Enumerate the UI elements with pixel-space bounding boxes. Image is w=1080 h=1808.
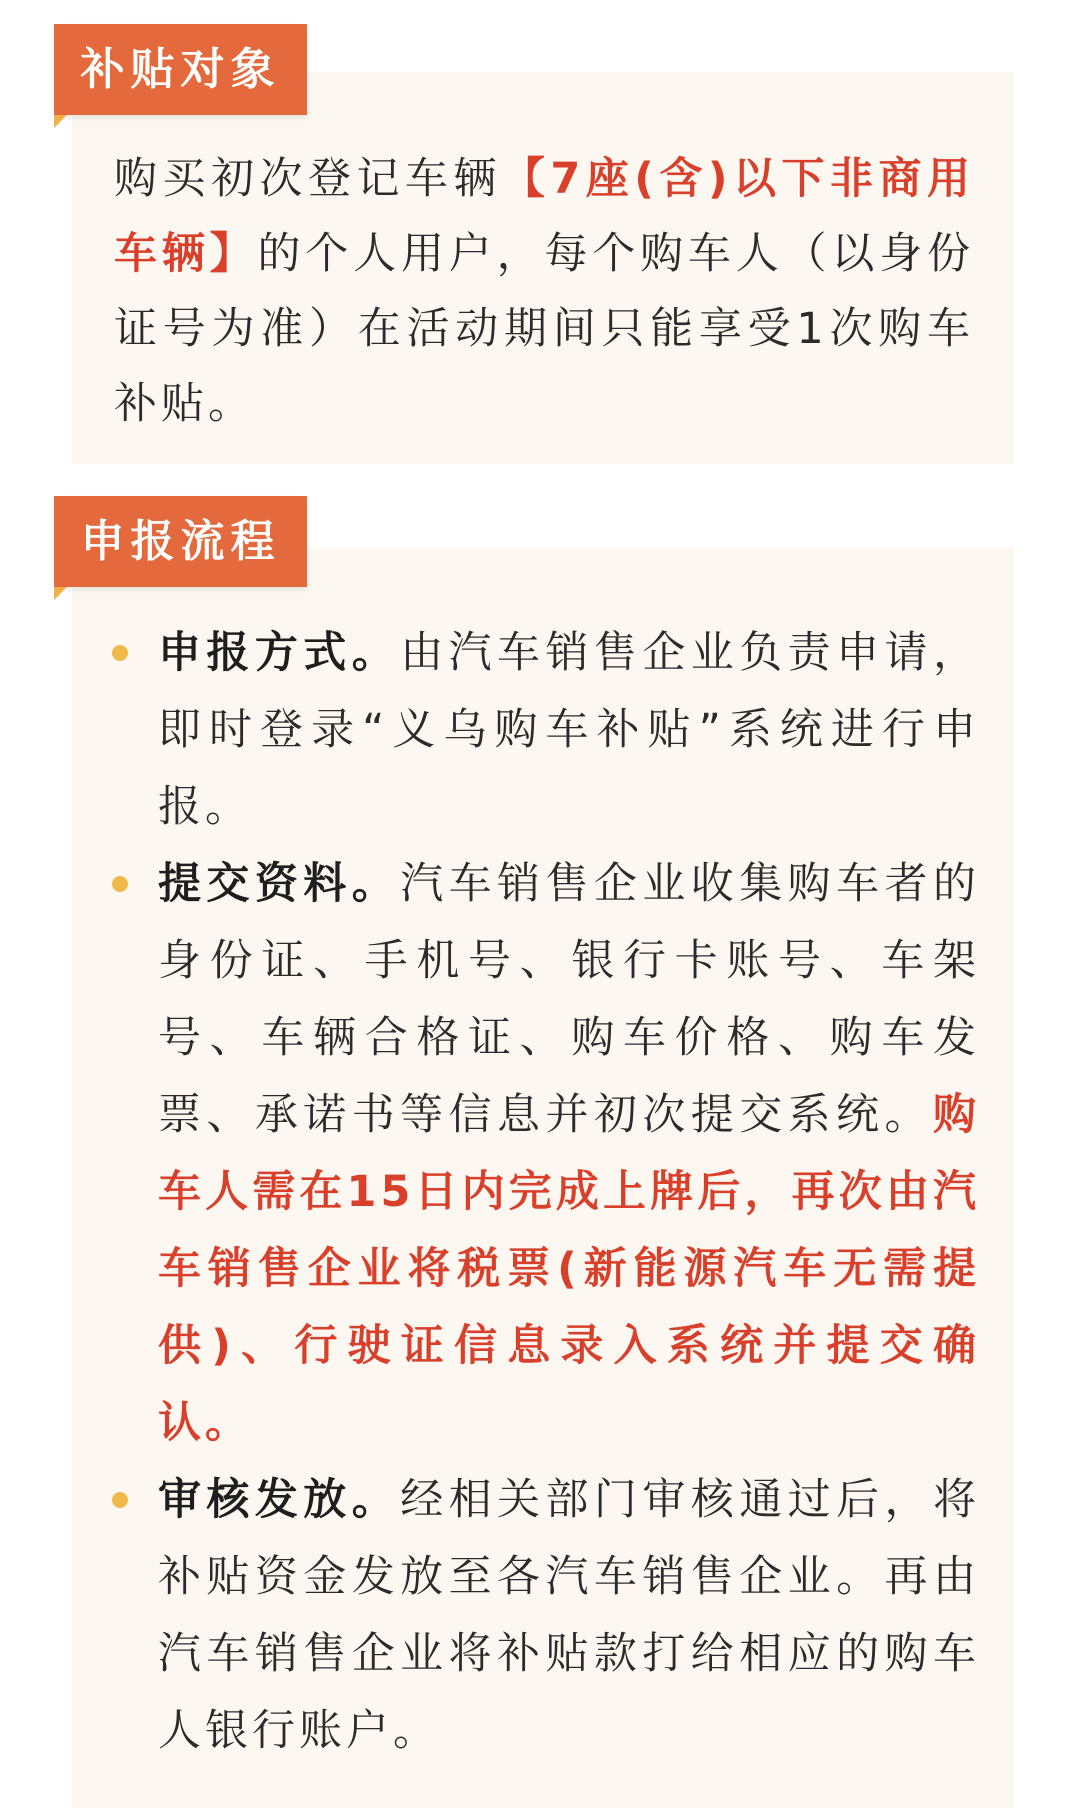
list-item-title: 申报方式。	[158, 628, 401, 678]
list-item-highlight: 购车人需在15日内完成上牌后，再次由汽车销售企业将税票(新能源汽车无需提供)、行驶证信息录入系统并提交确认。	[158, 1090, 980, 1448]
bullet-dot-icon	[112, 645, 128, 661]
list-item-body: 经相关部门审核通过后，将补贴资金发放至各汽车销售企业。再由汽车销售企业将补贴款打给相应的购车人银行账户。	[158, 1475, 980, 1756]
tag-fold-decoration	[54, 115, 67, 128]
subsidy-target-text-suffix: 的个人用户，每个购车人（以身份证号为准）在活动期间只能享受1次购车补贴。	[114, 229, 975, 429]
list-item-application-method	[110, 615, 980, 846]
subsidy-target-paragraph	[114, 142, 974, 442]
section-tag-label: 申报流程	[80, 516, 281, 567]
list-item-submit-materials	[110, 846, 980, 1462]
list-item-body: 由汽车销售企业负责申请，即时登录“义乌购车补贴”系统进行申报。	[158, 628, 980, 832]
section-tag-label: 补贴对象	[80, 44, 281, 95]
list-item-body: 汽车销售企业收集购车者的身份证、手机号、银行卡账号、车架号、车辆合格证、购车价格、购车发票、承诺书等信息并初次提交系统。	[158, 859, 980, 1140]
subsidy-target-text-prefix: 购买初次登记车辆	[114, 154, 502, 204]
tag-fold-decoration	[54, 587, 67, 600]
process-list	[110, 615, 980, 1770]
subsidy-target-highlight: 【7座(含)以下非商用车辆】	[114, 154, 975, 279]
section-tag-subsidy-target	[54, 24, 307, 115]
section-tag-application-process	[54, 496, 307, 587]
list-item-title: 审核发放。	[158, 1475, 401, 1525]
list-item-review-payout	[110, 1462, 980, 1770]
bullet-dot-icon	[112, 1492, 128, 1508]
bullet-dot-icon	[112, 876, 128, 892]
list-item-title: 提交资料。	[158, 859, 401, 909]
